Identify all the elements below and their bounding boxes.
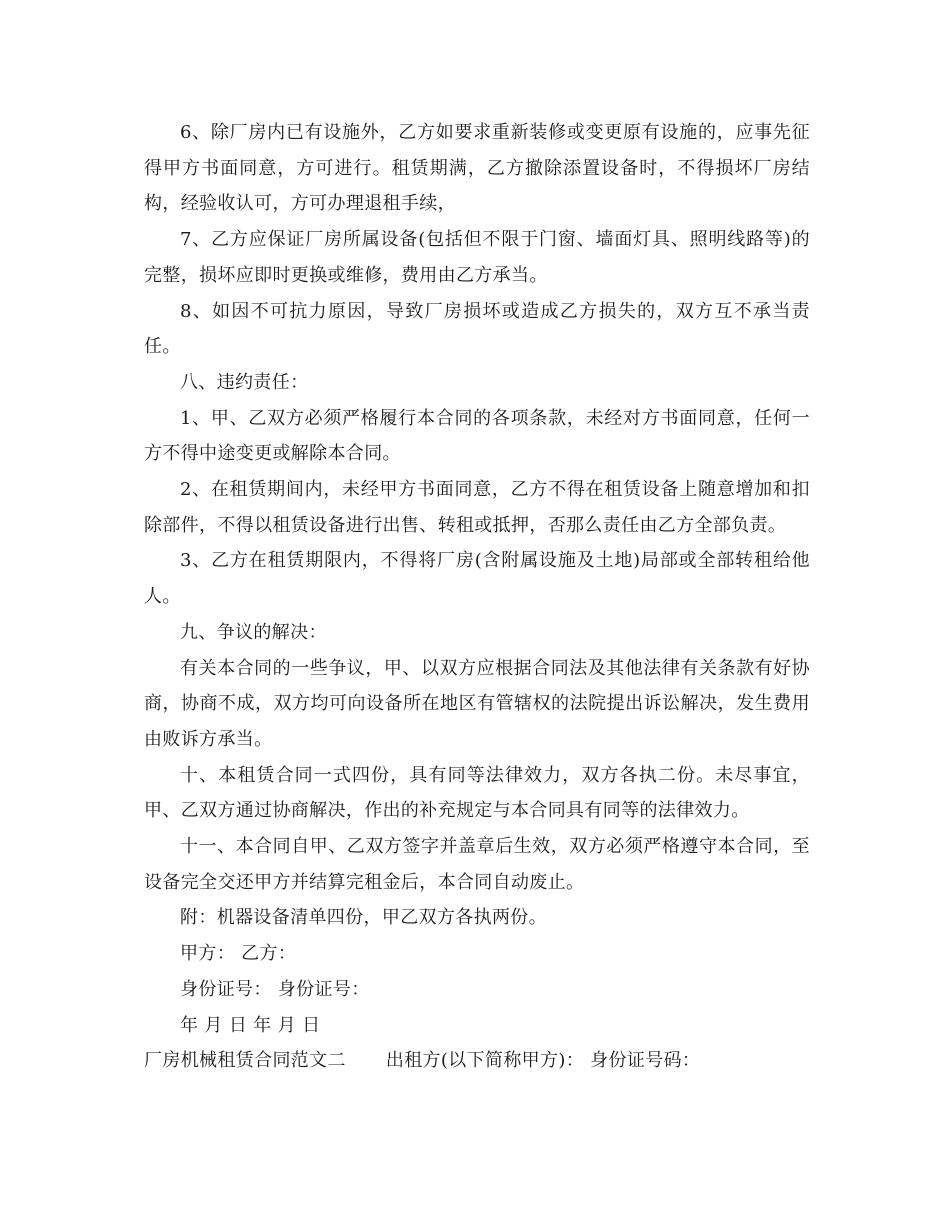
contract-page [144,115,810,1079]
clause-11-effect: 十一、本合同自甲、乙双方签字并盖章后生效，双方必须严格遵守本合同，至设备完全交还甲方并结算完租金后，本合同自动废止。 [144,836,810,893]
next-contract-title: 厂房机械租赁合同范文二 [144,1050,346,1072]
lessor-line: 出租方(以下简称甲方)： 身份证号码： [385,1050,701,1072]
signature-parties: 甲方： 乙方： [180,943,297,965]
clause-10-copies: 十、本租赁合同一式四份，具有同等法律效力，双方各执二份。未尽事宜，甲、乙双方通过协商解决，作出的补充规定与本合同具有同等的法律效力。 [144,764,810,822]
clause-7: 7、乙方应保证厂房所属设备(包括但不限于门窗、墙面灯具、照明线路等)的完整，损坏应即时更换或维修，费用由乙方承当。 [144,229,810,286]
next-contract-line [144,1043,810,1079]
section-heading-dispute: 九、争议的解决： [180,621,327,643]
breach-clause-2: 2、在租赁期间内，未经甲方书面同意，乙方不得在租赁设备上随意增加和扣除部件，不得以租赁设备进行出售、转租或抵押，否那么责任由乙方全部负责。 [144,479,810,536]
attachment-note: 附：机器设备清单四份，甲乙双方各执两份。 [180,907,547,929]
dispute-clause: 有关本合同的一些争议，甲、以双方应根据合同法及其他法律有关条款有好协商，协商不成，双方均可向设备所在地区有管辖权的法院提出诉讼解决，发生费用由败诉方承当。 [144,657,810,750]
signature-dates: 年 月 日 年 月 日 [180,1014,321,1036]
breach-clause-1: 1、甲、乙双方必须严格履行本合同的各项条款，未经对方书面同意，任何一方不得中途变更或解除本合同。 [144,407,810,465]
section-heading-breach: 八、违约责任： [180,371,309,393]
breach-clause-3: 3、乙方在租赁期限内，不得将厂房(含附属设施及土地)局部或全部转租给他人。 [144,550,810,608]
clause-8: 8、如因不可抗力原因，导致厂房损坏或造成乙方损失的，双方互不承当责任。 [144,300,810,358]
clause-6: 6、除厂房内已有设施外，乙方如要求重新装修或变更原有设施的，应事先征得甲方书面同意，方可进行。租赁期满，乙方撤除添置设备时，不得损坏厂房结构，经验收认可，方可办理退租手续， [144,122,810,215]
signature-id-numbers: 身份证号： 身份证号： [180,978,370,1000]
